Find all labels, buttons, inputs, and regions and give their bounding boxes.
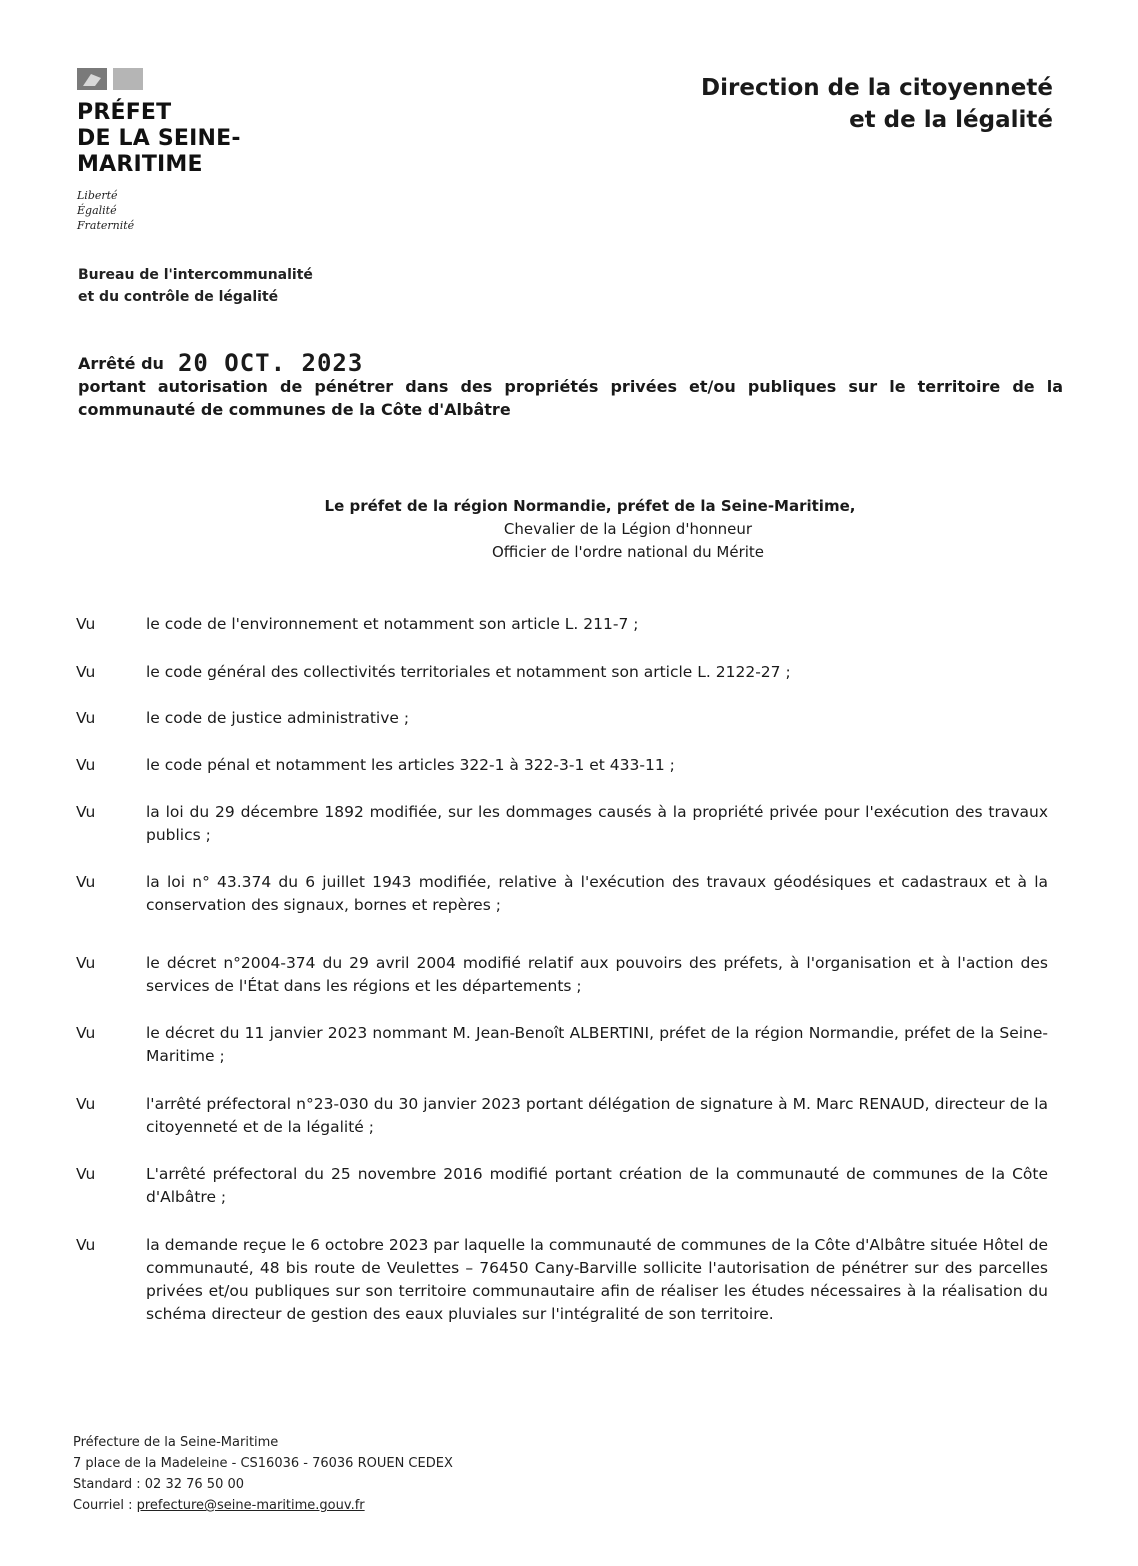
vu-item (76, 661, 1048, 684)
footer-email-line (73, 1495, 453, 1516)
vu-text: le code pénal et notamment les articles 322-1 à 322-3-1 et 433-11 ; (146, 756, 675, 774)
footer-line: Préfecture de la Seine-Maritime (73, 1435, 279, 1450)
vu-label: Vu (76, 663, 96, 681)
prefet-signatory-block (0, 495, 1138, 564)
footer-line: 7 place de la Madeleine - CS16036 - 76036 ROUEN CEDEX (73, 1456, 453, 1471)
vu-item (76, 871, 1048, 917)
vu-label: Vu (76, 615, 96, 633)
republic-motto: Liberté Égalité Fraternité (77, 189, 135, 232)
footer-address (73, 1432, 453, 1516)
prefecture-name: PRÉFET DE LA SEINE- MARITIME (77, 100, 241, 177)
vu-label: Vu (76, 954, 96, 972)
prefet-name: Le préfet de la région Normandie, préfet de la Seine-Maritime, (324, 497, 856, 515)
bureau-name: Bureau de l'intercommunalité et du contrôle de légalité (78, 267, 313, 305)
vu-label: Vu (76, 1024, 96, 1042)
vu-text: la loi n° 43.374 du 6 juillet 1943 modifiée, relative à l'exécution des travaux géodésiques et cadastraux et à la conservation des signaux, bornes et repères ; (146, 873, 1048, 914)
marianne-logo-icon (77, 66, 149, 92)
vu-item (76, 1234, 1048, 1326)
email-link[interactable]: prefecture@seine-maritime.gouv.fr (136, 1498, 365, 1513)
vu-text: le décret n°2004-374 du 29 avril 2004 modifié relatif aux pouvoirs des préfets, à l'organisation et à l'action des services de l'État dans les régions et les départements ; (146, 954, 1048, 995)
vu-text: le décret du 11 janvier 2023 nommant M. Jean-Benoît ALBERTINI, préfet de la région Normandie, préfet de la Seine-Maritime ; (146, 1024, 1048, 1065)
vu-label: Vu (76, 803, 96, 821)
vu-text: le code général des collectivités territoriales et notamment son article L. 2122-27 ; (146, 663, 791, 681)
vu-item (76, 1022, 1048, 1068)
vu-item (76, 952, 1048, 998)
prefet-title-merite: Officier de l'ordre national du Mérite (491, 543, 765, 561)
vu-item (76, 754, 1048, 777)
vu-text: la loi du 29 décembre 1892 modifiée, sur les dommages causés à la propriété privée pour l'exécution des travaux publics ; (146, 803, 1048, 844)
vu-item (76, 1093, 1048, 1139)
arrete-subject: portant autorisation de pénétrer dans des propriétés privées et/ou publiques sur le territoire de la communauté de communes de la Côte d'Albâtre (78, 377, 1063, 419)
vu-item (76, 801, 1048, 847)
vu-text: l'arrêté préfectoral n°23-030 du 30 janvier 2023 portant délégation de signature à M. Marc RENAUD, directeur de la citoyenneté et de la légalité ; (146, 1095, 1048, 1136)
vu-text: la demande reçue le 6 octobre 2023 par laquelle la communauté de communes de la Côte d'Albâtre située Hôtel de communauté, 48 bis route de Veulettes – 76450 Cany-Barville sollicite l'autorisation de pénétrer sur des parcelles privées et/ou publiques sur son territoire communautaire afin de réaliser les études nécessaires à la réalisation du schéma directeur de gestion des eaux pluviales sur l'intégralité de son territoire. (146, 1236, 1048, 1323)
vu-label: Vu (76, 1095, 96, 1113)
vu-text: L'arrêté préfectoral du 25 novembre 2016 modifié portant création de la communauté de communes de la Côte d'Albâtre ; (146, 1165, 1048, 1206)
vu-item (76, 613, 1048, 636)
vu-item (76, 1163, 1048, 1209)
vu-label: Vu (76, 873, 96, 891)
vu-label: Vu (76, 1165, 96, 1183)
email-label: Courriel : (73, 1498, 137, 1513)
vu-label: Vu (76, 709, 96, 727)
footer-line: Standard : 02 32 76 50 00 (73, 1477, 245, 1492)
prefet-title-legion: Chevalier de la Légion d'honneur (503, 520, 753, 538)
vu-label: Vu (76, 756, 96, 774)
arrete-heading (78, 350, 1063, 421)
arrete-label: Arrêté du (78, 354, 164, 373)
vu-item (76, 707, 1048, 730)
vu-text: le code de justice administrative ; (146, 709, 410, 727)
arrete-date-stamp: 20 OCT. 2023 (177, 349, 364, 377)
vu-label: Vu (76, 1236, 96, 1254)
prefecture-logo (77, 66, 241, 233)
vu-text: le code de l'environnement et notamment son article L. 211-7 ; (146, 615, 639, 633)
direction-title: Direction de la citoyenneté et de la légalité (701, 75, 1053, 133)
